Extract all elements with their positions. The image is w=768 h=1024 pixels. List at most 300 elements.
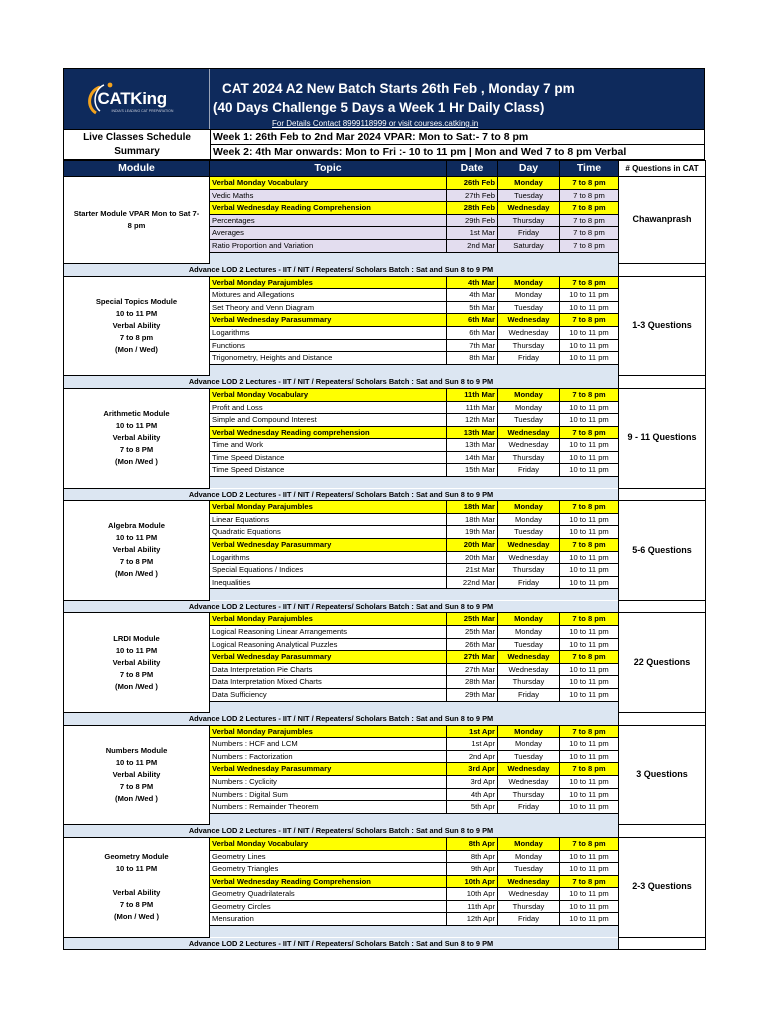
topic-cell: Verbal Wednesday Reading comprehension	[210, 426, 447, 439]
day-cell: Wednesday	[498, 538, 560, 551]
date-cell: 11th Mar	[447, 401, 498, 414]
lod-empty-cell	[619, 488, 706, 501]
table-row	[64, 388, 706, 401]
day-cell: Wednesday	[498, 551, 560, 564]
table-row	[64, 725, 706, 738]
lod-lecture-note: Advance LOD 2 Lectures - IIT / NIT / Repeaters/ Scholars Batch : Sat and Sun 8 to 9 PM	[64, 937, 619, 950]
module-name-line: Special Topics Module	[95, 296, 178, 306]
module-name-line	[66, 875, 207, 887]
spacer-cell	[210, 813, 619, 825]
module-name-cell	[64, 837, 210, 937]
day-cell: Wednesday	[498, 888, 560, 901]
time-cell: 10 to 11 pm	[560, 626, 619, 639]
module-name-line: Starter Module VPAR Mon to Sat 7-	[73, 209, 200, 219]
time-cell: 7 to 8 pm	[560, 239, 619, 252]
day-cell: Friday	[498, 688, 560, 701]
date-cell: 27th Mar	[447, 651, 498, 664]
day-cell: Thursday	[498, 214, 560, 227]
topic-cell: Verbal Monday Parajumbles	[210, 613, 447, 626]
time-cell: 7 to 8 pm	[560, 214, 619, 227]
time-cell: 7 to 8 pm	[560, 426, 619, 439]
day-cell: Tuesday	[498, 638, 560, 651]
date-cell: 8th Mar	[447, 352, 498, 365]
module-name-line: Verbal Ability	[112, 545, 161, 555]
lod-empty-cell	[619, 937, 706, 950]
topic-cell: Verbal Wednesday Parasummary	[210, 763, 447, 776]
date-cell: 1st Apr	[447, 725, 498, 738]
date-cell: 15th Mar	[447, 464, 498, 477]
date-cell: 1st Apr	[447, 738, 498, 751]
day-cell: Thursday	[498, 339, 560, 352]
time-cell: 7 to 8 pm	[560, 227, 619, 240]
time-cell: 10 to 11 pm	[560, 863, 619, 876]
questions-count-cell: 9 - 11 Questions	[619, 388, 706, 488]
time-cell: 7 to 8 pm	[560, 189, 619, 202]
date-cell: 13th Mar	[447, 426, 498, 439]
topic-cell: Verbal Wednesday Parasummary	[210, 651, 447, 664]
date-cell: 1st Mar	[447, 227, 498, 240]
topic-cell: Set Theory and Venn Diagram	[210, 301, 447, 314]
date-cell: 19th Mar	[447, 526, 498, 539]
time-cell: 7 to 8 pm	[560, 276, 619, 289]
day-cell: Monday	[498, 289, 560, 302]
time-cell: 10 to 11 pm	[560, 513, 619, 526]
date-cell: 25th Mar	[447, 626, 498, 639]
date-cell: 4th Mar	[447, 289, 498, 302]
summary-label	[64, 130, 211, 159]
batch-subheadline: (40 Days Challenge 5 Days a Week 1 Hr Daily Class)	[213, 100, 545, 115]
questions-count-cell: 3 Questions	[619, 725, 706, 825]
date-cell: 29th Mar	[447, 688, 498, 701]
topic-cell: Verbal Monday Parajumbles	[210, 725, 447, 738]
logo-tagline: INDIA'S LEADING CAT PREPARATION	[111, 109, 174, 113]
day-cell: Friday	[498, 227, 560, 240]
logo-wordmark: CATKing	[97, 89, 167, 108]
day-cell: Wednesday	[498, 314, 560, 327]
table-row	[64, 276, 706, 289]
topic-cell: Trigonometry, Heights and Distance	[210, 352, 447, 365]
schedule-table	[63, 160, 706, 950]
module-name-line: 7 to 8 PM	[119, 781, 154, 791]
questions-count-cell: 22 Questions	[619, 613, 706, 713]
date-cell: 27th Feb	[447, 189, 498, 202]
date-cell: 12th Mar	[447, 414, 498, 427]
table-row	[64, 177, 706, 190]
time-cell: 10 to 11 pm	[560, 451, 619, 464]
module-name-line: 10 to 11 PM	[115, 864, 158, 874]
topic-cell: Verbal Wednesday Reading Comprehension	[210, 875, 447, 888]
time-cell: 7 to 8 pm	[560, 837, 619, 850]
time-cell: 10 to 11 pm	[560, 327, 619, 340]
date-cell: 26th Feb	[447, 177, 498, 190]
table-row	[64, 501, 706, 514]
date-cell: 9th Apr	[447, 863, 498, 876]
col-header-topic: Topic	[210, 161, 447, 177]
module-name-line: (Mon /Wed )	[115, 569, 158, 579]
module-name-line: 10 to 11 PM	[115, 757, 158, 767]
day-cell: Wednesday	[498, 663, 560, 676]
module-name-line: 7 to 8 PM	[119, 557, 154, 567]
module-name-line: Verbal Ability	[112, 888, 161, 898]
module-name-line: (Mon /Wed )	[115, 793, 158, 803]
col-header-module: Module	[64, 161, 210, 177]
module-name-line: 7 to 8 PM	[119, 669, 154, 679]
day-cell: Friday	[498, 464, 560, 477]
questions-count-cell: 2-3 Questions	[619, 837, 706, 937]
topic-cell: Geometry Lines	[210, 850, 447, 863]
time-cell: 7 to 8 pm	[560, 538, 619, 551]
module-name-line: Arithmetic Module	[103, 409, 170, 419]
batch-headline: CAT 2024 A2 New Batch Starts 26th Feb , Monday 7 pm	[222, 81, 575, 96]
date-cell: 11th Apr	[447, 900, 498, 913]
day-cell: Tuesday	[498, 189, 560, 202]
date-cell: 3rd Apr	[447, 763, 498, 776]
lod-empty-cell	[619, 600, 706, 613]
time-cell: 7 to 8 pm	[560, 651, 619, 664]
topic-cell: Numbers : Remainder Theorem	[210, 801, 447, 814]
day-cell: Friday	[498, 352, 560, 365]
day-cell: Wednesday	[498, 651, 560, 664]
spacer-cell	[210, 926, 619, 938]
time-cell: 10 to 11 pm	[560, 850, 619, 863]
topic-cell: Percentages	[210, 214, 447, 227]
topic-cell: Time and Work	[210, 439, 447, 452]
day-cell: Monday	[498, 837, 560, 850]
time-cell: 10 to 11 pm	[560, 900, 619, 913]
summary-label-line2: Summary	[114, 145, 160, 157]
week1-summary: Week 1: 26th Feb to 2nd Mar 2024 VPAR: Mon to Sat:- 7 to 8 pm	[211, 130, 704, 145]
questions-count-cell: Chawanprash	[619, 177, 706, 264]
day-cell: Thursday	[498, 451, 560, 464]
day-cell: Wednesday	[498, 327, 560, 340]
lod-lecture-note: Advance LOD 2 Lectures - IIT / NIT / Repeaters/ Scholars Batch : Sat and Sun 8 to 9 PM	[64, 600, 619, 613]
module-name-cell	[64, 276, 210, 376]
topic-cell: Verbal Monday Vocabulary	[210, 837, 447, 850]
lod-empty-cell	[619, 825, 706, 838]
day-cell: Monday	[498, 513, 560, 526]
module-name-line: 7 to 8 PM	[119, 445, 154, 455]
day-cell: Monday	[498, 401, 560, 414]
time-cell: 10 to 11 pm	[560, 913, 619, 926]
topic-cell: Numbers : Factorization	[210, 750, 447, 763]
contact-link[interactable]: For Details Contact 8999118999 or visit courses.catking.in	[272, 119, 479, 128]
module-name-line: Numbers Module	[105, 745, 168, 755]
time-cell: 10 to 11 pm	[560, 289, 619, 302]
date-cell: 27th Mar	[447, 663, 498, 676]
day-cell: Monday	[498, 850, 560, 863]
topic-cell: Numbers : Cyclicity	[210, 776, 447, 789]
lod-empty-cell	[619, 376, 706, 389]
topic-cell: Profit and Loss	[210, 401, 447, 414]
schedule-summary	[63, 130, 705, 160]
header-banner	[63, 68, 705, 130]
date-cell: 22nd Mar	[447, 576, 498, 589]
topic-cell: Inequalities	[210, 576, 447, 589]
date-cell: 20th Mar	[447, 538, 498, 551]
module-name-line: Algebra Module	[108, 521, 165, 531]
lod-lecture-row	[64, 376, 706, 389]
topic-cell: Data Sufficiency	[210, 688, 447, 701]
day-cell: Monday	[498, 388, 560, 401]
topic-cell: Data Interpretation Pie Charts	[210, 663, 447, 676]
day-cell: Wednesday	[498, 776, 560, 789]
day-cell: Monday	[498, 613, 560, 626]
schedule-body	[64, 177, 706, 950]
date-cell: 29th Feb	[447, 214, 498, 227]
module-name-line: Verbal Ability	[112, 657, 161, 667]
module-name-line: (Mon /Wed )	[115, 457, 158, 467]
module-name-line: (Mon /Wed )	[115, 681, 158, 691]
module-name-line: Verbal Ability	[112, 433, 161, 443]
time-cell: 10 to 11 pm	[560, 551, 619, 564]
date-cell: 18th Mar	[447, 513, 498, 526]
col-header-time: Time	[560, 161, 619, 177]
module-name-cell	[64, 388, 210, 488]
topic-cell: Logical Reasoning Linear Arrangements	[210, 626, 447, 639]
topic-cell: Functions	[210, 339, 447, 352]
date-cell: 8th Apr	[447, 850, 498, 863]
date-cell: 10th Apr	[447, 888, 498, 901]
time-cell: 7 to 8 pm	[560, 388, 619, 401]
time-cell: 10 to 11 pm	[560, 738, 619, 751]
date-cell: 20th Mar	[447, 551, 498, 564]
day-cell: Thursday	[498, 676, 560, 689]
topic-cell: Verbal Wednesday Parasummary	[210, 538, 447, 551]
module-name-cell	[64, 613, 210, 713]
time-cell: 7 to 8 pm	[560, 202, 619, 215]
day-cell: Monday	[498, 738, 560, 751]
time-cell: 7 to 8 pm	[560, 177, 619, 190]
topic-cell: Averages	[210, 227, 447, 240]
topic-cell: Verbal Monday Vocabulary	[210, 388, 447, 401]
time-cell: 10 to 11 pm	[560, 638, 619, 651]
time-cell: 7 to 8 pm	[560, 875, 619, 888]
day-cell: Wednesday	[498, 875, 560, 888]
topic-cell: Numbers : HCF and LCM	[210, 738, 447, 751]
date-cell: 4th Mar	[447, 276, 498, 289]
day-cell: Wednesday	[498, 202, 560, 215]
module-name-line: Verbal Ability	[112, 769, 161, 779]
module-name-line: 7 to 8 PM	[119, 900, 154, 910]
col-header-questions: # Questions in CAT	[619, 161, 706, 177]
spacer-cell	[210, 589, 619, 601]
date-cell: 3rd Apr	[447, 776, 498, 789]
topic-cell: Time Speed Distance	[210, 451, 447, 464]
day-cell: Thursday	[498, 788, 560, 801]
topic-cell: Geometry Quadrilaterals	[210, 888, 447, 901]
time-cell: 10 to 11 pm	[560, 526, 619, 539]
day-cell: Tuesday	[498, 414, 560, 427]
day-cell: Tuesday	[498, 526, 560, 539]
time-cell: 10 to 11 pm	[560, 564, 619, 577]
time-cell: 10 to 11 pm	[560, 339, 619, 352]
module-name-line: 7 to 8 pm	[119, 332, 154, 342]
date-cell: 5th Mar	[447, 301, 498, 314]
schedule-sheet	[63, 68, 705, 950]
spacer-cell	[210, 477, 619, 489]
module-name-cell	[64, 725, 210, 825]
topic-cell: Logical Reasoning Analytical Puzzles	[210, 638, 447, 651]
topic-cell: Linear Equations	[210, 513, 447, 526]
time-cell: 7 to 8 pm	[560, 501, 619, 514]
catking-logo	[82, 79, 192, 119]
topic-cell: Vedic Maths	[210, 189, 447, 202]
date-cell: 18th Mar	[447, 501, 498, 514]
summary-label-line1: Live Classes Schedule	[83, 131, 191, 143]
time-cell: 10 to 11 pm	[560, 576, 619, 589]
topic-cell: Geometry Circles	[210, 900, 447, 913]
time-cell: 10 to 11 pm	[560, 414, 619, 427]
day-cell: Monday	[498, 177, 560, 190]
col-header-day: Day	[498, 161, 560, 177]
date-cell: 25th Mar	[447, 613, 498, 626]
day-cell: Friday	[498, 801, 560, 814]
topic-cell: Numbers : Digital Sum	[210, 788, 447, 801]
time-cell: 10 to 11 pm	[560, 464, 619, 477]
date-cell: 26th Mar	[447, 638, 498, 651]
time-cell: 10 to 11 pm	[560, 301, 619, 314]
time-cell: 10 to 11 pm	[560, 676, 619, 689]
day-cell: Thursday	[498, 900, 560, 913]
day-cell: Friday	[498, 913, 560, 926]
time-cell: 10 to 11 pm	[560, 801, 619, 814]
date-cell: 4th Apr	[447, 788, 498, 801]
topic-cell: Verbal Wednesday Reading Comprehension	[210, 202, 447, 215]
questions-count-cell: 1-3 Questions	[619, 276, 706, 376]
day-cell: Tuesday	[498, 863, 560, 876]
topic-cell: Simple and Compound Interest	[210, 414, 447, 427]
day-cell: Monday	[498, 725, 560, 738]
lod-lecture-note: Advance LOD 2 Lectures - IIT / NIT / Repeaters/ Scholars Batch : Sat and Sun 8 to 9 PM	[64, 376, 619, 389]
day-cell: Monday	[498, 626, 560, 639]
topic-cell: Quadratic Equations	[210, 526, 447, 539]
topic-cell: Special Equations / Indices	[210, 564, 447, 577]
date-cell: 14th Mar	[447, 451, 498, 464]
module-name-line: 10 to 11 PM	[115, 533, 158, 543]
day-cell: Wednesday	[498, 763, 560, 776]
topic-cell: Verbal Monday Parajumbles	[210, 276, 447, 289]
lod-lecture-row	[64, 713, 706, 726]
lod-lecture-row	[64, 600, 706, 613]
time-cell: 10 to 11 pm	[560, 788, 619, 801]
topic-cell: Data Interpretation Mixed Charts	[210, 676, 447, 689]
day-cell: Wednesday	[498, 439, 560, 452]
lod-lecture-note: Advance LOD 2 Lectures - IIT / NIT / Repeaters/ Scholars Batch : Sat and Sun 8 to 9 PM	[64, 825, 619, 838]
table-row	[64, 613, 706, 626]
lod-lecture-note: Advance LOD 2 Lectures - IIT / NIT / Repeaters/ Scholars Batch : Sat and Sun 8 to 9 PM	[64, 713, 619, 726]
date-cell: 21st Mar	[447, 564, 498, 577]
date-cell: 28th Feb	[447, 202, 498, 215]
lod-lecture-row	[64, 264, 706, 277]
topic-cell: Mixtures and Allegations	[210, 289, 447, 302]
topic-cell: Logarithms	[210, 327, 447, 340]
day-cell: Friday	[498, 576, 560, 589]
date-cell: 6th Mar	[447, 314, 498, 327]
time-cell: 10 to 11 pm	[560, 663, 619, 676]
topic-cell: Verbal Wednesday Parasummary	[210, 314, 447, 327]
module-name-line: 10 to 11 PM	[115, 421, 158, 431]
header-text	[210, 69, 704, 129]
topic-cell: Verbal Monday Vocabulary	[210, 177, 447, 190]
day-cell: Saturday	[498, 239, 560, 252]
time-cell: 7 to 8 pm	[560, 314, 619, 327]
date-cell: 10th Apr	[447, 875, 498, 888]
date-cell: 5th Apr	[447, 801, 498, 814]
module-name-line: 10 to 11 PM	[115, 645, 158, 655]
day-cell: Tuesday	[498, 750, 560, 763]
spacer-cell	[210, 252, 619, 264]
lod-empty-cell	[619, 264, 706, 277]
module-name-cell	[64, 177, 210, 264]
date-cell: 12th Apr	[447, 913, 498, 926]
questions-count-cell: 5-6 Questions	[619, 501, 706, 601]
module-name-line: (Mon / Wed )	[114, 912, 159, 922]
topic-cell: Ratio Proportion and Variation	[210, 239, 447, 252]
lod-lecture-row	[64, 937, 706, 950]
logo-cell	[64, 69, 210, 129]
time-cell: 10 to 11 pm	[560, 688, 619, 701]
time-cell: 10 to 11 pm	[560, 401, 619, 414]
date-cell: 2nd Apr	[447, 750, 498, 763]
module-name-line: 10 to 11 PM	[115, 308, 158, 318]
day-cell: Monday	[498, 276, 560, 289]
topic-cell: Geometry Triangles	[210, 863, 447, 876]
table-row	[64, 837, 706, 850]
date-cell: 28th Mar	[447, 676, 498, 689]
module-name-line: (Mon / Wed)	[115, 344, 158, 354]
topic-cell: Verbal Monday Parajumbles	[210, 501, 447, 514]
time-cell: 10 to 11 pm	[560, 352, 619, 365]
module-name-line: Geometry Module	[104, 852, 169, 862]
summary-weeks	[211, 130, 704, 159]
date-cell: 7th Mar	[447, 339, 498, 352]
lod-lecture-note: Advance LOD 2 Lectures - IIT / NIT / Repeaters/ Scholars Batch : Sat and Sun 8 to 9 PM	[64, 264, 619, 277]
time-cell: 7 to 8 pm	[560, 725, 619, 738]
module-name-cell	[64, 501, 210, 601]
time-cell: 10 to 11 pm	[560, 750, 619, 763]
day-cell: Wednesday	[498, 426, 560, 439]
spacer-cell	[210, 701, 619, 713]
topic-cell: Mensuration	[210, 913, 447, 926]
day-cell: Monday	[498, 501, 560, 514]
date-cell: 11th Mar	[447, 388, 498, 401]
lod-lecture-row	[64, 825, 706, 838]
topic-cell: Time Speed Distance	[210, 464, 447, 477]
time-cell: 10 to 11 pm	[560, 888, 619, 901]
topic-cell: Logarithms	[210, 551, 447, 564]
lod-lecture-row	[64, 488, 706, 501]
lod-lecture-note: Advance LOD 2 Lectures - IIT / NIT / Repeaters/ Scholars Batch : Sat and Sun 8 to 9 PM	[64, 488, 619, 501]
week2-summary: Week 2: 4th Mar onwards: Mon to Fri :- 10 to 11 pm | Mon and Wed 7 to 8 pm Verbal	[213, 145, 627, 158]
module-name-line: 8 pm	[127, 221, 146, 231]
time-cell: 10 to 11 pm	[560, 439, 619, 452]
lod-empty-cell	[619, 713, 706, 726]
date-cell: 2nd Mar	[447, 239, 498, 252]
spacer-cell	[210, 364, 619, 376]
date-cell: 6th Mar	[447, 327, 498, 340]
date-cell: 8th Apr	[447, 837, 498, 850]
time-cell: 7 to 8 pm	[560, 763, 619, 776]
col-header-date: Date	[447, 161, 498, 177]
day-cell: Thursday	[498, 564, 560, 577]
date-cell: 13th Mar	[447, 439, 498, 452]
time-cell: 7 to 8 pm	[560, 613, 619, 626]
table-header-row	[64, 161, 706, 177]
module-name-line: Verbal Ability	[112, 320, 161, 330]
time-cell: 10 to 11 pm	[560, 776, 619, 789]
module-name-line: LRDI Module	[113, 633, 160, 643]
day-cell: Tuesday	[498, 301, 560, 314]
